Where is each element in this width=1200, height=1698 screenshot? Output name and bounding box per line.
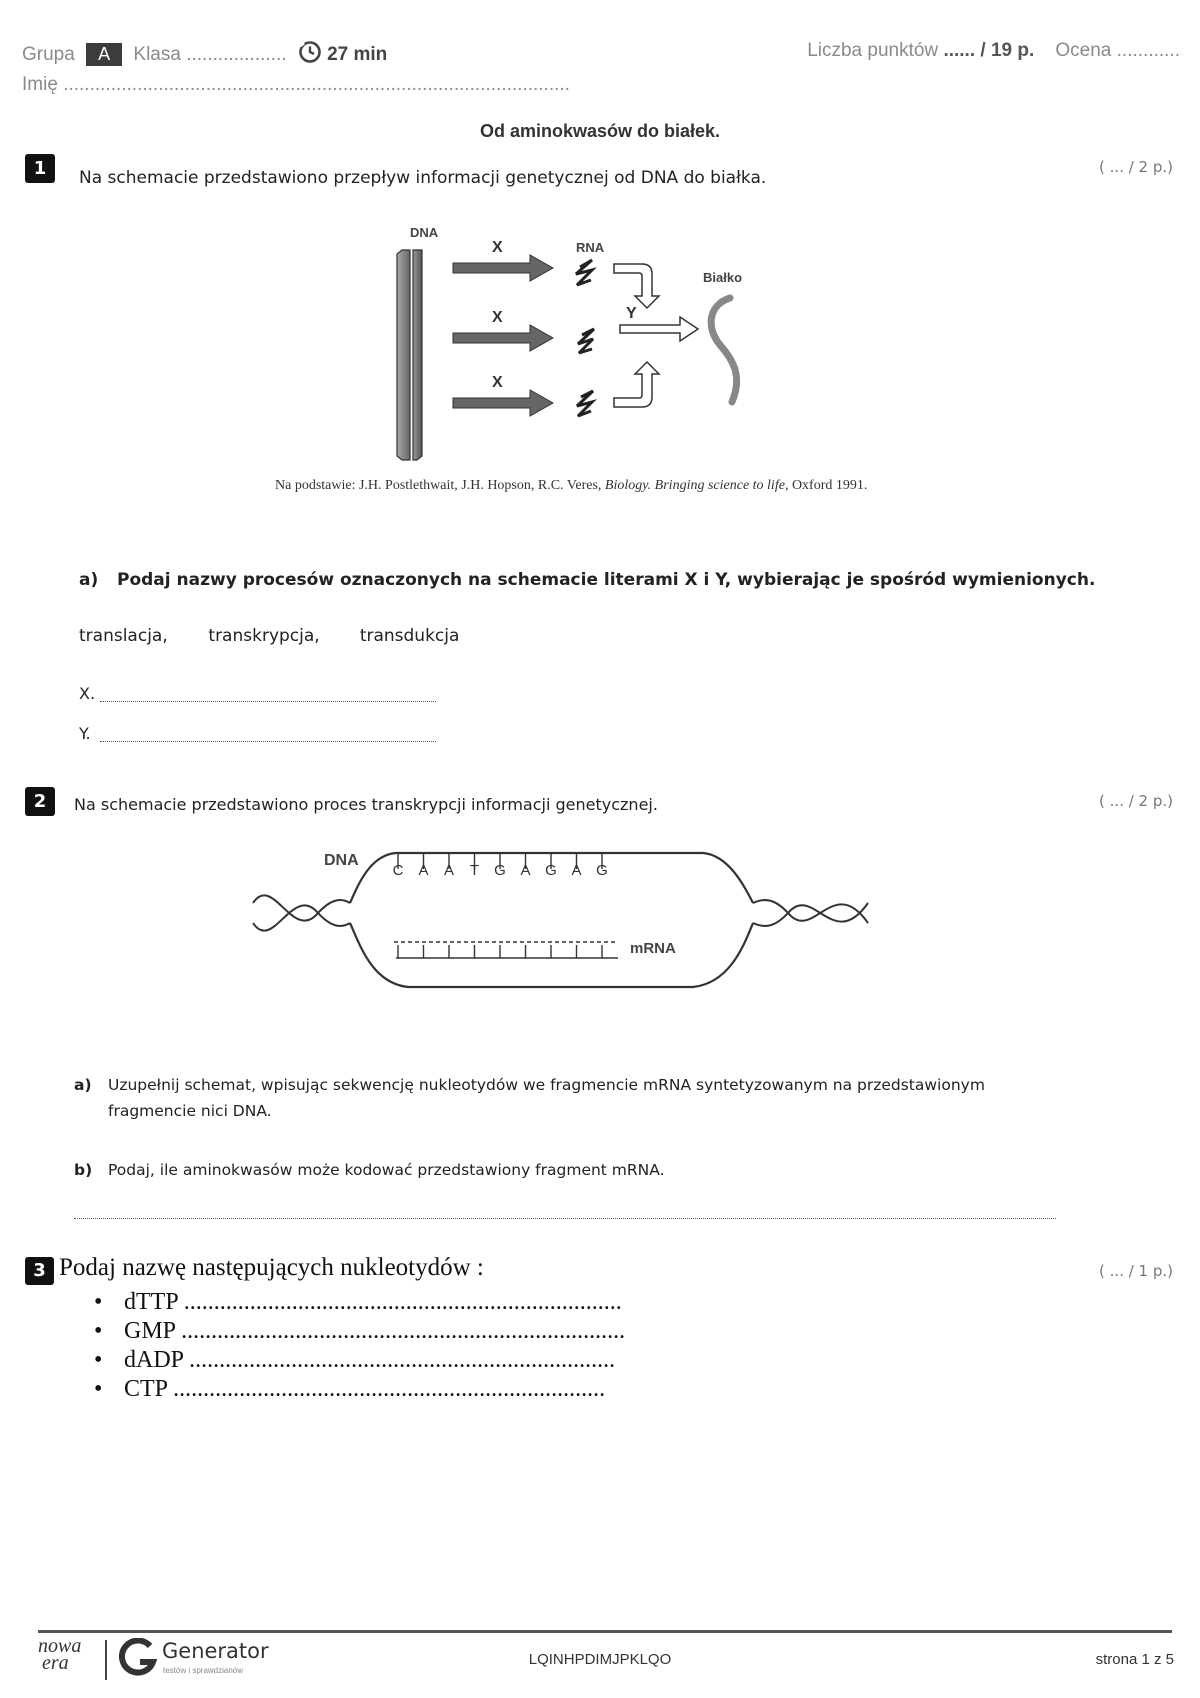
question-1a-text [79,570,1095,590]
diagram-rna-label: RNA [576,240,605,255]
name-label: Imię [22,74,58,95]
nucleotide-dttp: • dTTP ......................................................................... [84,1288,625,1317]
question-3-text: Podaj nazwę następujących nukleotydów : [59,1254,484,1281]
question-2a-line2: fragmencie nici DNA. [108,1102,272,1120]
translation-arrows [614,264,698,407]
name-row [22,74,570,96]
transcription-diagram [248,845,878,1000]
page-title: Od aminokwasów do białek. [479,121,721,141]
class-dots: ................... [186,44,287,65]
answer-y-row [79,724,91,743]
dna-base-6: A [520,862,531,879]
dna-helix-right [753,900,868,926]
dna-helix-left [253,895,350,930]
dna-base-7: G [545,862,557,879]
points-label: Liczba punktów [807,40,939,61]
question-1a-label: a) [79,570,99,590]
dna-base-9: G [596,862,608,879]
nucleotide-dadp: • dADP ....................................................................... [84,1346,625,1375]
mrna-ticks [398,945,602,958]
process-options [79,626,459,646]
nucleotide-list [84,1288,625,1404]
dna-base-4: T [469,862,480,879]
dna-strands [397,250,422,460]
transcription-arrows [453,255,553,416]
grade-dots: ............ [1116,40,1180,61]
diagram-source [275,478,867,494]
grade-label: Ocena [1055,40,1112,61]
answer-x-label: X. [79,684,96,703]
clock-icon [298,40,322,70]
nucleotide-gmp: • GMP .......................................................................... [84,1317,625,1346]
dna-base-2: A [418,862,429,879]
source-suffix: , Oxford 1991. [784,478,868,493]
question-2-number: 2 [25,787,55,816]
dna-base-8: A [571,862,582,879]
answer-y-label: Y. [79,724,91,743]
question-1a-instruction: Podaj nazwy procesów oznaczonych na schemacie literami X i Y, wybierając je spośród wymienionych. [117,570,1096,590]
option-translacja: translacja, [79,626,168,646]
dna-base-1: C [392,862,404,879]
question-2b-instruction: Podaj, ile aminokwasów może kodować przedstawiony fragment mRNA. [108,1161,665,1179]
question-3-number: 3 [25,1257,54,1285]
process-x-label-3: X [492,374,503,391]
transcription-dna-label: DNA [324,852,359,869]
group-label: Grupa [22,44,75,65]
process-x-label-2: X [492,309,503,326]
header-row [22,40,582,70]
points-value: ...... / 19 p. [943,40,1035,61]
document-code: LQINHPDIMJPKLQO [528,1651,672,1668]
source-prefix: Na podstawie: J.H. Postlethwait, J.H. Hopson, R.C. Veres, [275,478,605,493]
rna-zigzags [576,260,594,416]
question-2a-line1: Uzupełnij schemat, wpisując sekwencję nukleotydów we fragmencie mRNA syntetyzowanym na przedstawionym [108,1076,985,1094]
generator-subtitle: testów i sprawdzianów [163,1666,244,1675]
answer-x-field[interactable] [100,691,436,702]
mrna-label: mRNA [630,940,676,957]
process-y-label: Y [626,305,637,322]
process-x-label-1: X [492,239,503,256]
question-2a-text [74,1072,985,1124]
footer-rule [38,1630,1172,1633]
class-label: Klasa [133,44,181,65]
option-transdukcja: transdukcja [359,626,460,646]
answer-y-field[interactable] [100,731,436,742]
name-dots: ................................................................................................ [63,74,570,95]
page-indicator: strona 1 z 5 [1095,1651,1174,1668]
points-row [790,40,1180,62]
question-2-text: Na schemacie przedstawiono proces transkrypcji informacji genetycznej. [74,795,658,814]
logo-era: era [42,1652,69,1674]
generator-name: Generator [162,1639,269,1663]
dna-base-letters [393,862,608,879]
nucleotide-ctp: • CTP ........................................................................ [84,1375,625,1404]
option-transkrypcja: transkrypcja, [208,626,320,646]
answer-2b-field[interactable] [74,1210,1056,1219]
diagram-protein-label: Białko [703,270,743,285]
dna-base-3: A [443,862,455,879]
question-2-points: ( ... / 2 p.) [1099,792,1173,810]
question-1-points: ( ... / 2 p.) [1099,158,1173,176]
diagram-dna-label: DNA [410,225,439,240]
question-1-text: Na schemacie przedstawiono przepływ informacji genetycznej od DNA do białka. [79,168,767,188]
question-2a-label: a) [74,1076,92,1094]
gene-expression-diagram [380,220,800,465]
question-2b-text [74,1161,665,1179]
time-limit: 27 min [327,44,388,65]
question-1-number: 1 [25,154,55,183]
source-book-title: Biology. Bringing science to life [604,478,785,493]
question-3-points: ( ... / 1 p.) [1099,1262,1173,1280]
answer-x-row [79,684,95,703]
question-2b-label: b) [74,1161,93,1179]
logo-nowa: nowa [38,1635,82,1657]
protein-chain [711,298,737,402]
group-value-badge: A [86,43,122,66]
dna-base-5: G [494,862,506,879]
